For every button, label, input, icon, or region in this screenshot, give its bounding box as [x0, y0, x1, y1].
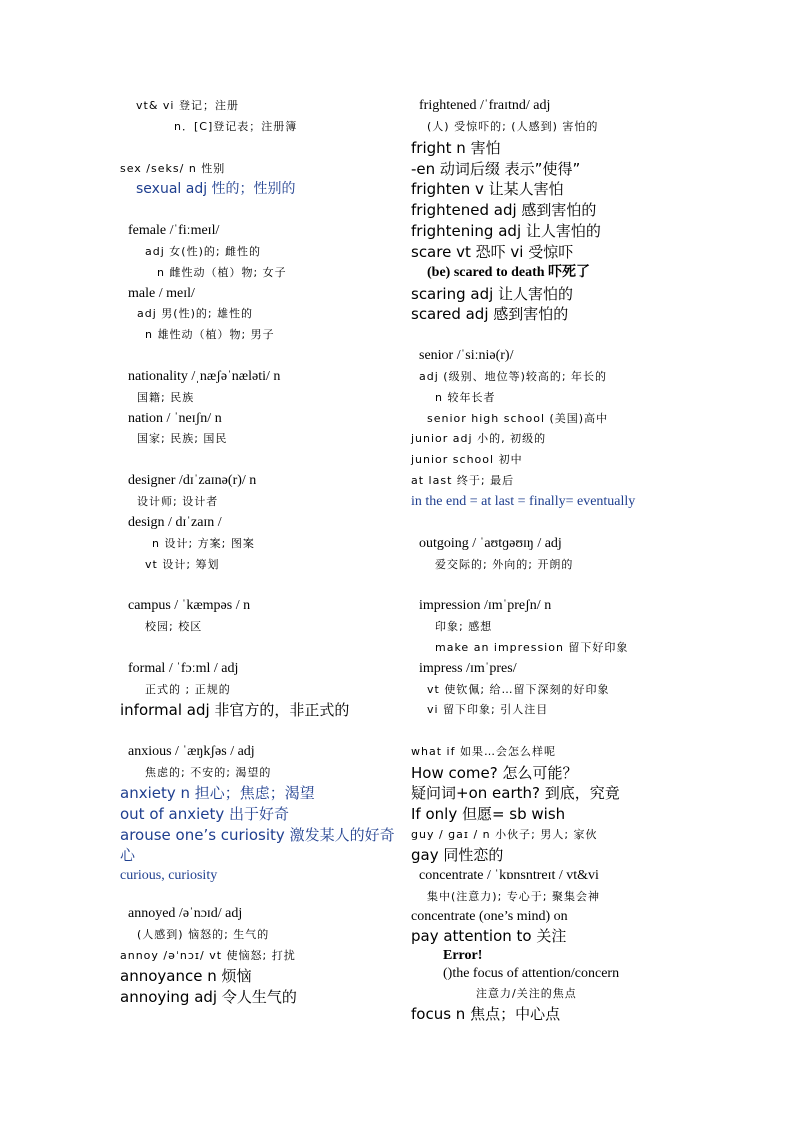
left-line: nation / ˈneɪʃn/ n: [128, 411, 222, 426]
right-line: (人) 受惊吓的; (人感到) 害怕的: [427, 120, 599, 133]
left-line: annoyed /əˈnɔɪd/ adj: [128, 906, 243, 921]
right-line: senior high school (美国)高中: [427, 412, 609, 425]
left-line: n 雌性动（植）物; 女子: [157, 266, 287, 279]
right-line: at last 终于; 最后: [411, 474, 515, 487]
left-line: adj 女(性)的; 雌性的: [145, 245, 262, 258]
left-line: n 设计; 方案; 图案: [152, 537, 255, 550]
right-line: in the end = at last = finally= eventually: [411, 494, 636, 509]
left-line: informal adj 非官方的，非正式的: [120, 701, 350, 719]
left-line: female /ˈfiːmeɪl/: [128, 223, 220, 238]
right-line: junior adj 小的, 初级的: [411, 432, 547, 445]
right-line: what if 如果…会怎么样呢: [411, 745, 556, 758]
left-line: (人感到) 恼怒的; 生气的: [137, 928, 270, 941]
right-line: How come? 怎么可能？: [411, 764, 578, 782]
right-line: focus n 焦点；中心点: [411, 1005, 561, 1023]
left-line: n．[C]登记表；注册簿: [174, 120, 298, 133]
right-line: frightening adj 让人害怕的: [411, 222, 601, 240]
left-line: 焦虑的; 不安的; 渴望的: [145, 766, 272, 779]
right-line: frightened /ˈfraɪtnd/ adj: [419, 98, 551, 113]
left-line: curious, curiosity: [120, 868, 218, 883]
left-line: male / meɪl/: [128, 286, 195, 301]
right-line: fright n 害怕: [411, 139, 501, 157]
right-line: 爱交际的; 外向的; 开朗的: [435, 558, 574, 571]
right-line: If only 但愿= sb wish: [411, 805, 566, 823]
left-line: 心: [120, 846, 136, 864]
left-line: 国籍; 民族: [137, 391, 195, 404]
right-line: scare vt 恐吓 vi 受惊吓: [411, 243, 574, 261]
left-line: adj 男(性)的; 雄性的: [137, 307, 254, 320]
right-line: (be) scared to death 吓死了: [427, 265, 591, 280]
right-line: 疑问词+on earth? 到底，究竟: [411, 784, 620, 802]
left-line: 国家; 民族; 国民: [137, 432, 228, 445]
right-line: gay 同性恋的: [411, 846, 504, 864]
right-line: concentrate (one’s mind) on: [411, 909, 568, 924]
right-line: guy / ɡaɪ / n 小伙子; 男人; 家伙: [411, 828, 598, 841]
left-line: 正式的 ; 正规的: [145, 683, 231, 696]
left-line: vt& vi 登记；注册: [136, 99, 239, 112]
right-line: concentrate / ˈkɒnsntreɪt / vt&vi: [419, 868, 599, 883]
right-line: 集中(注意力); 专心于; 聚集会神: [427, 890, 600, 903]
left-line: campus / ˈkæmpəs / n: [128, 598, 251, 613]
left-line: formal / ˈfɔːml / adj: [128, 661, 239, 676]
right-line: outgoing / ˈaʊtɡəʊɪŋ / adj: [419, 536, 562, 551]
left-line: sex /seks/ n 性别: [120, 162, 226, 175]
right-line: impress /ɪmˈpres/: [419, 661, 517, 676]
left-line: annoyance n 烦恼: [120, 967, 252, 985]
right-line: make an impression 留下好印象: [435, 641, 629, 654]
left-line: anxiety n 担心；焦虑；渴望: [120, 784, 315, 802]
right-line: scared adj 感到害怕的: [411, 305, 569, 323]
right-line: impression /ɪmˈpreʃn/ n: [419, 598, 552, 613]
left-line: 设计师; 设计者: [137, 495, 219, 508]
left-line: 校园; 校区: [145, 620, 203, 633]
right-line: 注意力/关注的焦点: [476, 987, 577, 1000]
left-line: nationality /ˌnæʃəˈnæləti/ n: [128, 369, 281, 384]
right-line: 印象; 感想: [435, 620, 493, 633]
right-line: scaring adj 让人害怕的: [411, 285, 574, 303]
left-line: annoy /əˈnɔɪ/ vt 使恼怒; 打扰: [120, 949, 296, 962]
right-line: Error!: [443, 948, 483, 963]
right-line: ()the focus of attention/concern: [443, 966, 620, 981]
left-line: anxious / ˈæŋkʃəs / adj: [128, 744, 255, 759]
right-line: vt 使钦佩; 给…留下深刻的好印象: [427, 683, 610, 696]
left-line: design / dɪˈzaɪn /: [128, 515, 222, 530]
right-line: senior /ˈsiːniə(r)/: [419, 348, 514, 363]
left-line: sexual adj 性的；性别的: [136, 181, 296, 197]
right-line: vi 留下印象; 引人注目: [427, 703, 549, 716]
right-line: pay attention to 关注: [411, 927, 567, 945]
left-line: designer /dɪˈzaɪnə(r)/ n: [128, 473, 257, 488]
left-line: arouse one’s curiosity 激发某人的好奇: [120, 826, 395, 844]
right-line: frighten v 让某人害怕: [411, 180, 564, 198]
left-line: vt 设计; 筹划: [145, 558, 220, 571]
right-line: frightened adj 感到害怕的: [411, 201, 597, 219]
left-line: out of anxiety 出于好奇: [120, 805, 290, 823]
right-line: junior school 初中: [411, 453, 523, 466]
left-line: annoying adj 令人生气的: [120, 988, 297, 1006]
right-line: adj (级别、地位等)较高的; 年长的: [419, 370, 608, 383]
left-line: n 雄性动（植）物; 男子: [145, 328, 275, 341]
right-line: -en 动词后缀 表示”使得”: [411, 160, 581, 178]
right-line: n 较年长者: [435, 391, 496, 404]
